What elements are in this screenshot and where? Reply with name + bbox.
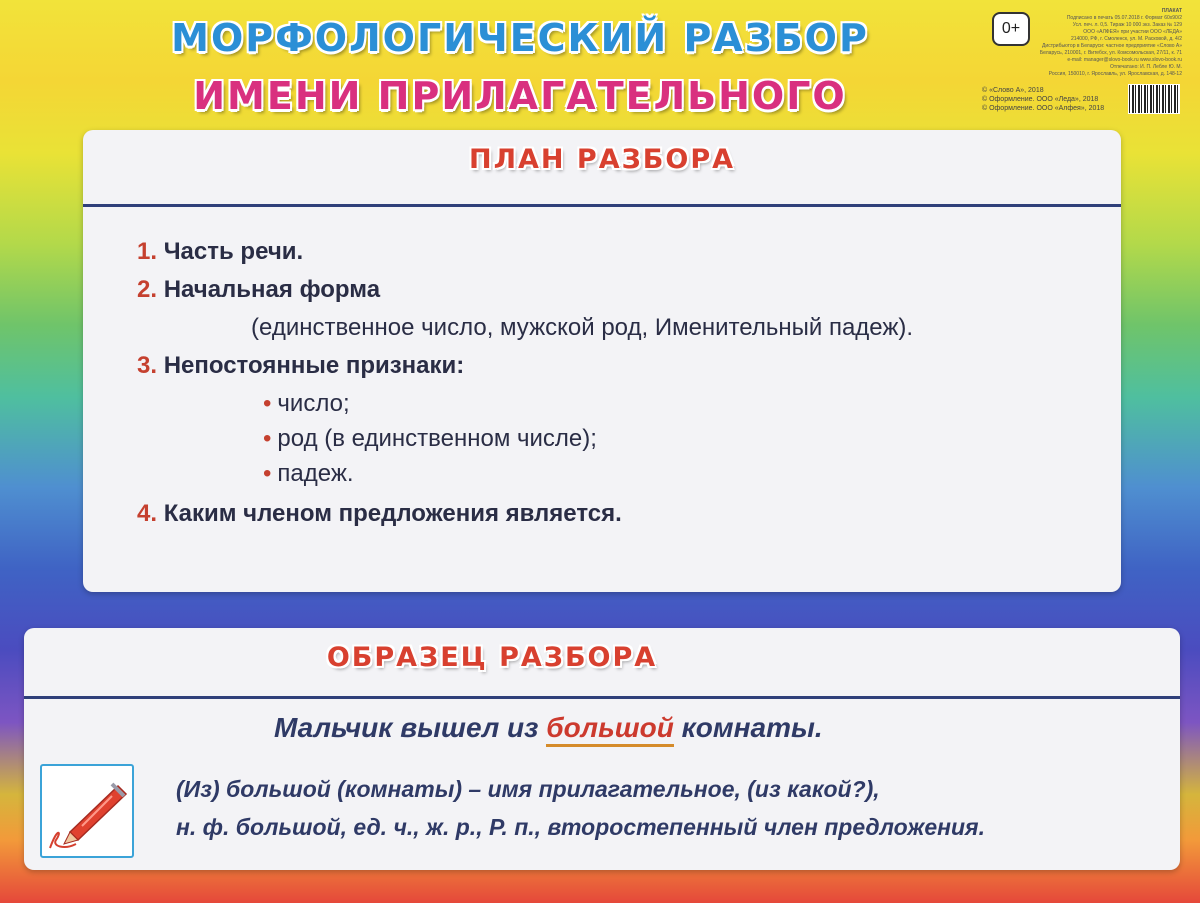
plan-item-number: 3.	[137, 352, 158, 379]
title-line-2: ИМЕНИ ПРИЛАГАТЕЛЬНОГО	[193, 74, 847, 118]
imprint-line: e-mail: manager@slovo-book.ru www.slovo-book.ru	[1067, 57, 1182, 63]
bullet-dot: •	[263, 425, 272, 452]
bullet-text: число;	[277, 390, 350, 417]
sample-sentence	[274, 712, 823, 744]
sample-panel-header	[24, 628, 1180, 699]
copyright-block	[982, 86, 1122, 113]
sentence-start: Мальчик вышел из	[274, 712, 539, 743]
analysis-line-2: н. ф. большой, ед. ч., ж. р., Р. п., второстепенный член предложения.	[176, 814, 985, 840]
plan-item-2-note: (единственное число, мужской род, Именительный падеж).	[251, 314, 914, 341]
bullet-text: падеж.	[277, 460, 354, 487]
imprint-line: Отпечатано: И. П. Лебле Ю. М.	[1110, 64, 1182, 70]
plan-item-2	[137, 276, 380, 304]
imprint-line: Беларусь, 210001, г. Витебск, ул. Комсомольская, 27/11, к. 71	[1039, 50, 1182, 56]
sample-header-title: ОБРАЗЕЦ РАЗБОРА	[326, 642, 658, 673]
imprint-line: Усл. печ. л. 0,5. Тираж 10 000 экз. Заказ № 129	[1072, 22, 1182, 28]
pen-icon	[40, 764, 134, 858]
copyright-line: © Оформление. ООО «Леда», 2018	[982, 96, 1099, 103]
plan-item-1	[137, 238, 303, 266]
plan-item-text: Начальная форма	[163, 276, 381, 303]
plan-bullet-3	[263, 460, 354, 488]
plan-item-text: Непостоянные признаки:	[163, 352, 465, 379]
plan-panel	[83, 130, 1121, 592]
plan-item-3	[137, 352, 464, 380]
bullet-dot: •	[263, 390, 272, 417]
plan-item-number: 2.	[137, 276, 158, 303]
copyright-line: © Оформление. ООО «Алфея», 2018	[982, 105, 1105, 112]
plan-item-text: Часть речи.	[163, 238, 304, 265]
plan-item-number: 4.	[137, 500, 158, 527]
age-rating-badge: 0+	[992, 12, 1030, 46]
analysis-line-1: (Из) большой (комнаты) – имя прилагательное, (из какой?),	[176, 776, 880, 802]
imprint-block	[1032, 8, 1182, 78]
imprint-line: 214000, РФ, г. Смоленск, ул. М. Расковой, д. 4/2	[1070, 36, 1182, 42]
plan-bullet-2	[263, 425, 597, 453]
sentence-end: комнаты.	[681, 712, 823, 743]
bullet-text: род (в единственном числе);	[277, 425, 597, 452]
imprint-line: ПЛАКАТ	[1161, 8, 1182, 14]
plan-header-title: ПЛАН РАЗБОРА	[469, 144, 735, 175]
plan-item-text: Каким членом предложения является.	[163, 500, 622, 527]
title-line-1: МОРФОЛОГИЧЕСКИЙ РАЗБОР	[171, 16, 869, 60]
plan-item-4	[137, 500, 622, 528]
plan-bullet-1	[263, 390, 350, 418]
sentence-highlight-word: большой	[546, 712, 674, 747]
plan-item-number: 1.	[137, 238, 158, 265]
bullet-dot: •	[263, 460, 272, 487]
sample-panel	[24, 628, 1180, 870]
imprint-line: Россия, 150010, г. Ярославль, ул. Ярославская, д. 148-12	[1048, 71, 1182, 77]
imprint-line: Дистрибьютор в Беларуси: частное предприятие «Слово А»	[1042, 43, 1182, 49]
copyright-line: © «Слово А», 2018	[982, 87, 1044, 94]
barcode	[1128, 84, 1180, 114]
imprint-line: ООО «АЛФЕЯ» при участии ООО «ЛЕДА»	[1083, 29, 1182, 35]
imprint-line: Подписано в печать 05.07.2018 г. Формат 60х90/2	[1066, 15, 1182, 21]
plan-panel-header	[83, 130, 1121, 207]
